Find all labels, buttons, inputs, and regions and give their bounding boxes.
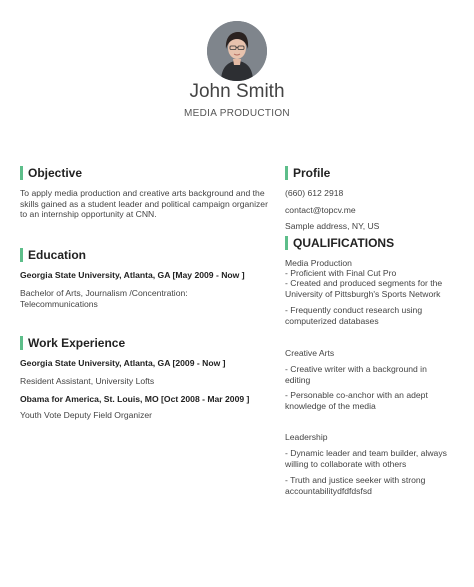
qualification-group-title: Leadership	[285, 432, 328, 442]
person-photo-icon	[207, 21, 267, 81]
job-org: Georgia State University, Atlanta, GA [2009 - Now ]	[20, 358, 226, 368]
qualification-item: - Personable co-anchor with an adept knowledge of the media	[285, 390, 428, 411]
education-school: Georgia State University, Atlanta, GA [May 2009 - Now ]	[20, 270, 245, 280]
profile-heading: Profile	[285, 166, 330, 180]
qualification-item: - Proficient with Final Cut Pro	[285, 268, 397, 278]
education-heading: Education	[20, 248, 86, 262]
job-title: MEDIA PRODUCTION	[184, 108, 290, 119]
qualification-group-title: Creative Arts	[285, 348, 335, 358]
qualification-group-title: Media Production	[285, 258, 352, 268]
qualification-item: - Creative writer with a background in editing	[285, 364, 427, 385]
avatar	[207, 21, 267, 81]
job-org: Obama for America, St. Louis, MO [Oct 2008 - Mar 2009 ]	[20, 394, 250, 404]
education-degree: Bachelor of Arts, Journalism /Concentration: Telecommunications	[20, 288, 188, 309]
job-role: Resident Assistant, University Lofts	[20, 376, 155, 386]
person-name: John Smith	[189, 81, 285, 102]
qualification-item: - Created and produced segments for the University of Pittsburgh's Sports Network	[285, 278, 443, 299]
work-heading: Work Experience	[20, 336, 125, 350]
qualification-item: - Truth and justice seeker with strong accountabilitydfdfdsfsd	[285, 475, 426, 496]
objective-heading: Objective	[20, 166, 82, 180]
profile-phone: (660) 612 2918	[285, 188, 344, 198]
objective-text: To apply media production and creative arts background and the skills gained as a student leader and political campaign organizer to an internship opportunity at CNN.	[20, 188, 268, 219]
profile-email: contact@topcv.me	[285, 205, 356, 215]
qualification-item: - Dynamic leader and team builder, always willing to collaborate with others	[285, 448, 447, 469]
profile-address: Sample address, NY, US	[285, 221, 380, 231]
qualifications-heading: QUALIFICATIONS	[285, 236, 394, 250]
qualification-item: - Frequently conduct research using computerized databases	[285, 305, 423, 326]
job-role: Youth Vote Deputy Field Organizer	[20, 410, 153, 420]
